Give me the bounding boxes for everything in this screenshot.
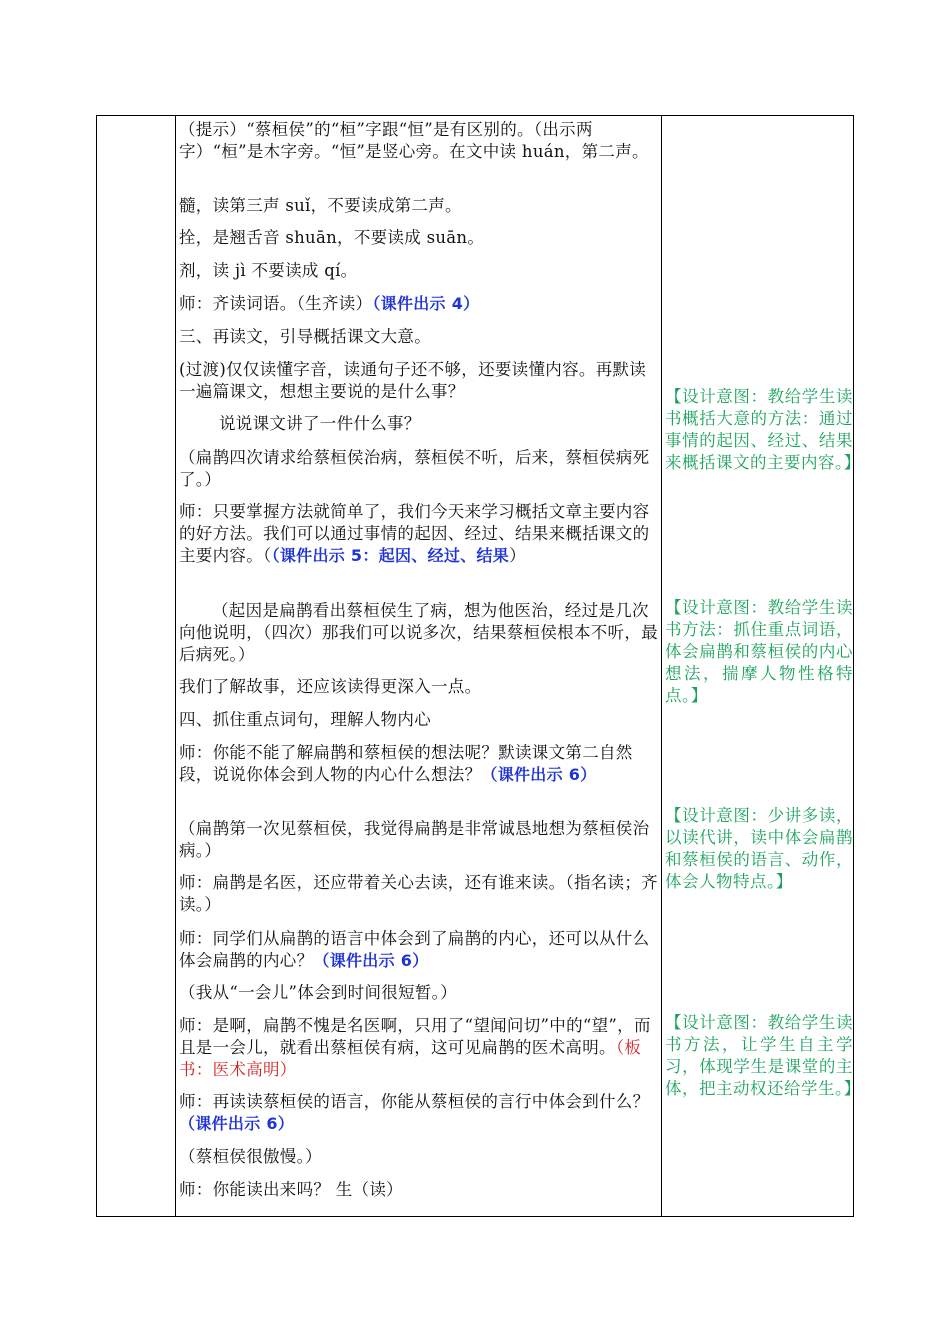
design-intent-column <box>662 116 861 1216</box>
paragraph-question: 说说课文讲了一件什么事？ <box>219 414 421 433</box>
courseware-tag: （课件出示 6） <box>481 765 597 784</box>
paragraph-caihuan: 师：再读读蔡桓侯的语言，你能从蔡桓侯的言行中体会到什么？（课件出示 6） <box>179 1092 650 1133</box>
design-note-reading: 【设计意图：少讲多读，以读代讲，读中体会扁鹊和蔡桓侯的语言、动作，体会人物特点。】 <box>665 806 853 891</box>
teaching-process-column <box>176 116 662 1216</box>
stage-column <box>97 116 176 1216</box>
paragraph-transition: (过渡)仅仅读懂字音，读通句子还不够，还要读懂内容。再默读一遍篇课文，想想主要说的是什么事？ <box>179 360 647 401</box>
courseware-tag: （课件出示 6） <box>313 951 429 970</box>
section-heading-4: 四、抓住重点词句，理解人物内心 <box>179 710 431 729</box>
courseware-tag: （课件出示 4） <box>372 294 480 313</box>
design-note-keywords: 【设计意图：教给学生读书方法：抓住重点词语，体会扁鹊和蔡桓侯的内心想法，揣摩人物性格特点。】 <box>665 598 853 705</box>
paragraph-answer: （扁鹊四次请求给蔡桓侯治病，蔡桓侯不听，后来，蔡桓侯病死了。） <box>179 448 650 489</box>
lesson-table <box>96 115 861 1217</box>
paragraph-cause: （起因是扁鹊看出蔡桓侯生了病，想为他医治，经过是几次向他说明，（四次）那我们可以说多次，结果蔡桓侯根本不听，最后病死。） <box>179 601 658 664</box>
courseware-tag: （课件出示 6） <box>179 1114 295 1133</box>
paragraph-hint: （提示）“蔡桓侯”的“桓”字跟“恒”是有区别的。（出示两字）“桓”是木字旁。“恒”是竖心旁。在文中读 huán，第二声。 <box>179 120 649 161</box>
courseware-tag: （课件出示 5：起因、经过、结果 <box>271 546 510 565</box>
design-note-summary: 【设计意图：教给学生读书概括大意的方法：通过事情的起因、经过、结果来概括课文的主要内容。】 <box>665 387 861 472</box>
paragraph-skill: 师：是啊，扁鹊不愧是名医啊，只用了“望闻问切”中的“望”，而且是一会儿，就看出蔡桓侯有病，这可见扁鹊的医术高明。（板书：医术高明） <box>179 1016 651 1079</box>
paragraph-read-words: 师：齐读词语。（生齐读）（课件出示 4） <box>179 294 480 313</box>
section-heading-3: 三、再读文，引导概括课文大意。 <box>179 327 431 346</box>
paragraph-moment: （我从“一会儿”体会到时间很短暂。） <box>179 983 458 1002</box>
design-note-autonomy: 【设计意图：教给学生读书方法，让学生自主学习，体现学生是课堂的主体，把主动权还给学生。】 <box>665 1013 861 1098</box>
paragraph-deeper: 我们了解故事，还应该读得更深入一点。 <box>179 677 482 696</box>
paragraph-read-out: 师：你能读出来吗？ 生（读） <box>179 1180 403 1199</box>
paragraph-sui: 髓，读第三声 suǐ，不要读成第二声。 <box>179 196 462 215</box>
paragraph-read-care: 师：扁鹊是名医，还应带着关心去读，还有谁来读。（指名读；齐读。） <box>179 873 658 914</box>
paragraph-arrogant: （蔡桓侯很傲慢。） <box>179 1147 322 1166</box>
paragraph-shuan: 拴，是翘舌音 shuān，不要读成 suān。 <box>179 228 485 247</box>
paragraph-thoughts: 师：你能不能了解扁鹊和蔡桓侯的想法呢？默读课文第二自然段，说说你体会到人物的内心什么想法？（课件出示 6） <box>179 743 633 784</box>
paragraph-inner: 师：同学们从扁鹊的语言中体会到了扁鹊的内心，还可以从什么体会扁鹊的内心？（课件出示 6） <box>179 929 650 970</box>
paragraph-method: 师：只要掌握方法就简单了，我们今天来学习概括文章主要内容的好方法。我们可以通过事情的起因、经过、结果来概括课文的主要内容。（（课件出示 5：起因、经过、结果） <box>179 502 650 565</box>
board-note: （板书：医术高明） <box>179 1038 642 1079</box>
paragraph-bianque-first: （扁鹊第一次见蔡桓侯，我觉得扁鹊是非常诚恳地想为蔡桓侯治病。） <box>179 819 650 860</box>
paragraph-ji: 剂，读 jì 不要读成 qí。 <box>179 261 358 280</box>
